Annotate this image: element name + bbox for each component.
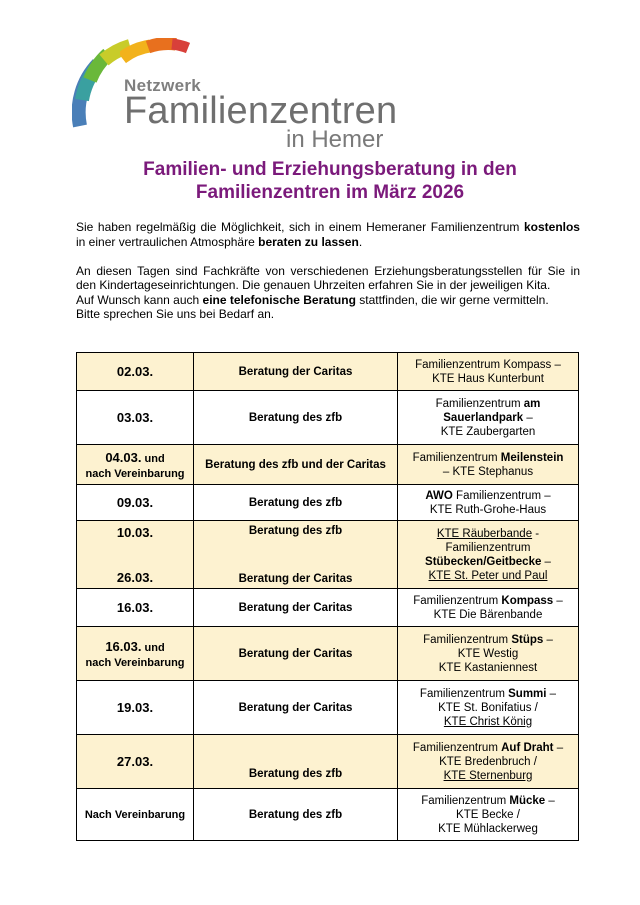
service-cell: Beratung der Caritas [194, 627, 398, 681]
intro-p3-c: stattfinden, die wir gerne vermitteln. [355, 292, 549, 307]
table-row [77, 391, 579, 445]
intro-paragraph-3 [76, 293, 580, 308]
location-line: – [546, 687, 557, 700]
location-line: Familienzentrum [445, 541, 531, 554]
date-suffix: und [141, 641, 165, 654]
location-line: - [532, 527, 540, 540]
date-note: nach Vereinbarung [85, 467, 185, 480]
service-cell: Beratung des zfb [194, 391, 398, 445]
table-row [77, 353, 579, 391]
table-row [77, 681, 579, 735]
page-title [70, 158, 590, 204]
logo-name-text: Familienzentren [124, 90, 398, 132]
puzzle-top-icon [120, 38, 190, 68]
location-cell [398, 589, 579, 627]
intro-p1-b: kostenlos [523, 220, 580, 234]
location-bold: AWO [425, 489, 453, 502]
location-cell [398, 681, 579, 735]
location-line: Familienzentrum [419, 687, 509, 700]
date-cell [77, 627, 194, 681]
service-cell: Beratung des zfb [194, 735, 398, 789]
location-cell [398, 735, 579, 789]
location-line: Familienzentrum [412, 451, 501, 464]
location-bold: Auf Draht [501, 741, 554, 754]
table-row [77, 445, 579, 485]
location-line: KTE Bredenbruch / [439, 755, 537, 768]
location-line: KTE Becke / [456, 808, 520, 821]
logo-network-text: Netzwerk [124, 76, 202, 95]
location-cell [398, 485, 579, 521]
date-cell: 02.03. [77, 353, 194, 391]
date-text: 10.03. [116, 524, 154, 540]
service-cell: Beratung des zfb [194, 789, 398, 841]
location-line: KTE Kastaniennest [438, 661, 538, 674]
service-cell: Beratung des zfb und der Caritas [194, 445, 398, 485]
date-cell [77, 521, 194, 589]
service-cell [194, 521, 398, 589]
location-bold: Stübecken/Geitbecke [425, 555, 542, 568]
location-line: KTE Die Bärenbande [433, 608, 543, 621]
date-cell: 27.03. [77, 735, 194, 789]
location-line: KTE Zaubergarten [440, 425, 536, 438]
intro-paragraph-1 [76, 220, 580, 249]
intro-p1-c: in einer vertraulichen Atmosphäre [76, 234, 259, 249]
location-line: Familienzentrum [435, 397, 524, 410]
date-cell: 09.03. [77, 485, 194, 521]
location-line: Familienzentrum [423, 633, 512, 646]
location-line: Familienzentrum [413, 594, 502, 607]
location-bold: Kompass [501, 594, 554, 607]
table-row [77, 789, 579, 841]
intro-p1-a: Sie haben regelmäßig die Möglichkeit, sich in einem Hemeraner Familienzentrum [76, 220, 520, 234]
date-text: 04.03. [105, 449, 142, 465]
location-bold: Summi [508, 687, 547, 700]
location-bold: Mücke [509, 794, 546, 807]
location-line: Familienzentrum [412, 741, 502, 754]
location-cell [398, 789, 579, 841]
location-link: KTE Sternenburg [443, 769, 533, 782]
date-note: nach Vereinbarung [85, 656, 185, 669]
service-text: Beratung des zfb [248, 524, 343, 537]
location-link: KTE St. Peter und Paul [428, 569, 548, 582]
location-cell [398, 391, 579, 445]
logo-place-text: in Hemer [286, 126, 384, 153]
location-line: Familienzentrum [421, 794, 510, 807]
intro-p3-a: Auf Wunsch kann auch [76, 292, 203, 307]
service-text: Beratung der Caritas [238, 572, 353, 585]
date-cell: 19.03. [77, 681, 194, 735]
table-row [77, 589, 579, 627]
location-link: KTE Räuberbande [436, 527, 533, 540]
intro-text [76, 220, 580, 322]
service-cell: Beratung der Caritas [194, 353, 398, 391]
location-cell [398, 627, 579, 681]
location-line: Familienzentrum Kompass – [415, 358, 561, 371]
date-text: 26.03. [116, 569, 154, 585]
intro-p1-d: beraten zu lassen [258, 234, 359, 249]
table-row [77, 485, 579, 521]
intro-p3-b: eine telefonische Beratung [202, 292, 356, 307]
location-line: KTE Westig [457, 647, 519, 660]
date-cell [77, 445, 194, 485]
location-line: – [553, 594, 563, 607]
service-cell: Beratung der Caritas [194, 681, 398, 735]
location-bold: Sauerlandpark [443, 411, 524, 424]
location-line: – [543, 633, 553, 646]
location-line: KTE Mühlackerweg [438, 822, 538, 835]
location-bold: Stüps [511, 633, 544, 646]
schedule-table [76, 352, 579, 841]
location-line: – [553, 741, 564, 754]
location-line: – [541, 555, 551, 568]
title-line-1: Familien- und Erziehungsberatung in den [143, 159, 517, 180]
date-cell: 03.03. [77, 391, 194, 445]
location-cell [398, 521, 579, 589]
date-cell: 16.03. [77, 589, 194, 627]
location-line: KTE St. Bonifatius / [438, 701, 538, 714]
intro-paragraph-2: An diesen Tagen sind Fachkräfte von verschiedenen Erziehungsberatungsstellen für Sie in den Kindertageseinrichtungen. Die genauen Uhrzeiten erfahren Sie in der jeweiligen Kita. [76, 263, 580, 292]
location-link: KTE Christ König [443, 715, 533, 728]
location-bold: Meilenstein [500, 451, 564, 464]
location-cell [398, 445, 579, 485]
logo [72, 38, 412, 156]
service-cell: Beratung der Caritas [194, 589, 398, 627]
location-line: – [545, 794, 555, 807]
date-suffix: und [141, 452, 165, 465]
location-line: KTE Haus Kunterbunt [432, 372, 544, 385]
location-line: KTE Ruth-Grohe-Haus [429, 503, 547, 516]
title-line-2: Familienzentren im März 2026 [195, 182, 465, 203]
date-text: 16.03. [105, 638, 142, 654]
table-row [77, 735, 579, 789]
table-row [77, 627, 579, 681]
location-line: – KTE Stephanus [442, 465, 534, 478]
service-cell: Beratung des zfb [194, 485, 398, 521]
table-row [77, 521, 579, 589]
location-bold: am [523, 397, 541, 410]
intro-p1-e: . [358, 234, 363, 249]
intro-paragraph-4: Bitte sprechen Sie uns bei Bedarf an. [76, 307, 275, 321]
location-line: Familienzentrum – [452, 489, 551, 502]
location-line: – [523, 411, 533, 424]
location-cell [398, 353, 579, 391]
date-cell: Nach Vereinbarung [77, 789, 194, 841]
